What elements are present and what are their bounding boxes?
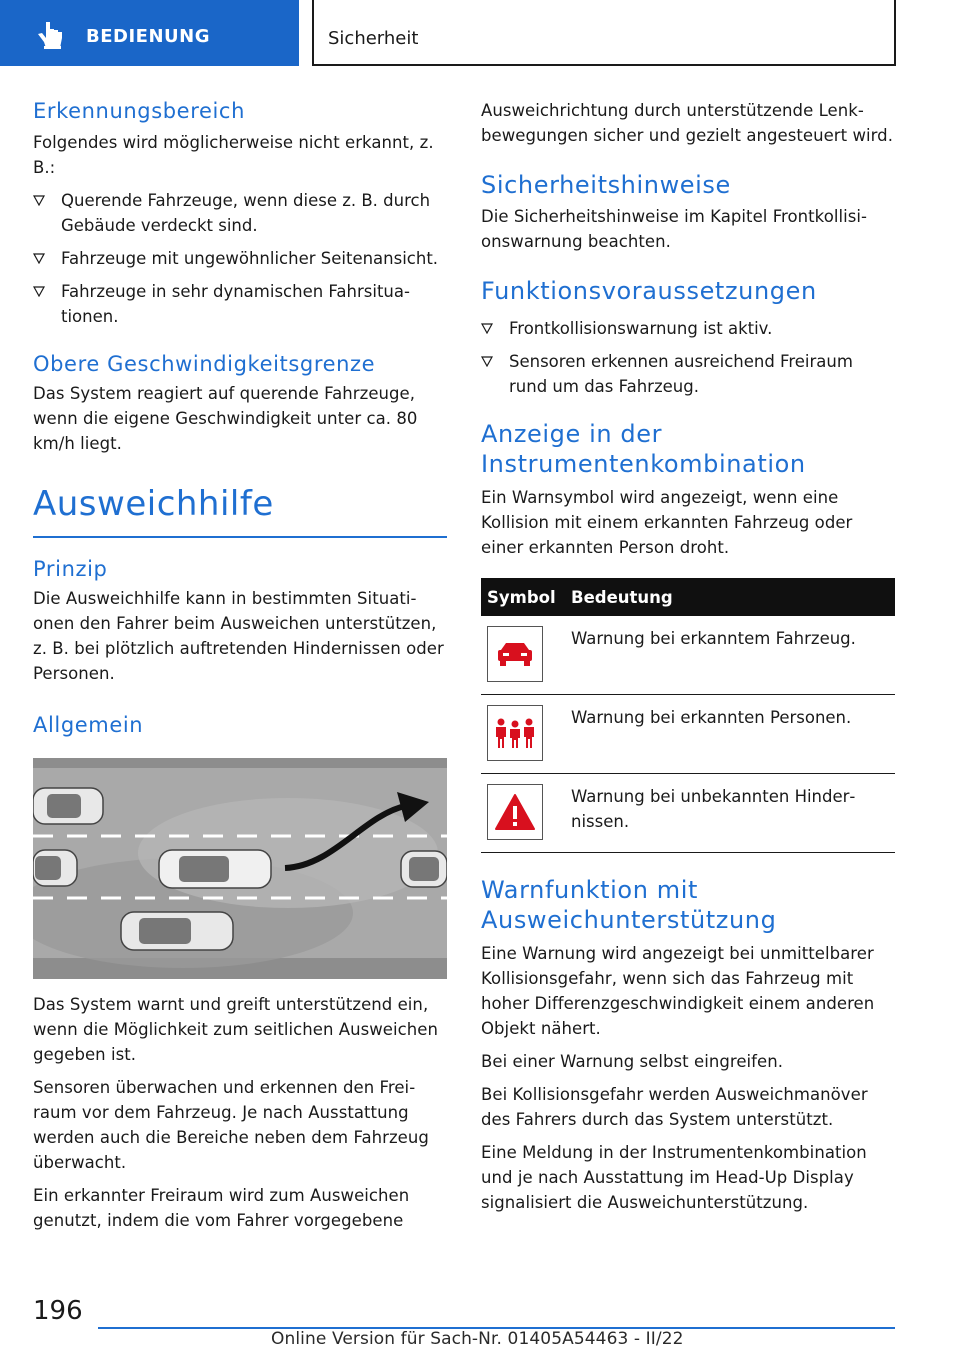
heading-rule — [33, 536, 447, 538]
car-icon — [33, 850, 77, 886]
list-item: Fahrzeuge mit ungewöhnlicher Seitenansicht. — [33, 246, 447, 271]
table-row — [481, 695, 895, 774]
heading-funktionsvoraussetzungen: Funktionsvoraussetzungen — [481, 277, 817, 305]
erkennung-list — [33, 188, 447, 329]
paragraph-anzeige: Ein Warnsymbol wird angezeigt, wenn eine Kollision mit einem erkannten Fahrzeug oder einer erkannten Person droht. — [481, 488, 853, 557]
hand-pointer-icon — [34, 20, 66, 50]
section-header — [312, 0, 896, 66]
paragraph-continuation: Ausweichrichtung durch unterstützende Lenkbewegungen sicher und gezielt angesteuert wird. — [481, 101, 893, 145]
paragraph-allgemein-3: Ein erkannter Freiraum wird zum Ausweichen genutzt, indem die vom Fahrer vorgegebene — [33, 1185, 410, 1230]
table-cell-bedeutung: Warnung bei unbekannten Hindernissen. — [571, 787, 856, 831]
paragraph-warn-3: Bei Kollisionsgefahr werden Ausweichmanöver des Fahrers durch das System unterstützt. — [481, 1085, 868, 1129]
table-row — [481, 774, 895, 853]
chapter-tab — [0, 0, 299, 66]
column-header-bedeutung: Bedeutung — [571, 587, 673, 607]
car-icon — [33, 788, 103, 824]
column-header-symbol: Symbol — [487, 587, 556, 607]
heading-allgemein: Allgemein — [33, 712, 144, 737]
list-item: Frontkollisionswarnung ist aktiv. — [481, 316, 895, 341]
list-item: Querende Fahrzeuge, wenn diese z. B. durch Gebäude verdeckt sind. — [33, 188, 447, 238]
left-column — [33, 96, 447, 1233]
paragraph-warn-1: Eine Warnung wird angezeigt bei unmittelbarer Kollisionsgefahr, wenn sich das Fahrzeug mit hoher Differenzgeschwindigkeit einem anderen Objekt nähert. — [481, 944, 875, 1038]
car-warning-icon — [487, 626, 543, 682]
section-label: Sicherheit — [328, 28, 419, 49]
triangle-bullet-icon — [33, 286, 45, 297]
car-icon — [159, 850, 271, 888]
list-item: Fahrzeuge in sehr dynamischen Fahrsituationen. — [33, 279, 447, 329]
page-number: 196 — [33, 1296, 83, 1326]
symbol-table — [481, 578, 895, 853]
table-cell-bedeutung: Warnung bei erkannten Personen. — [571, 708, 852, 727]
car-icon — [401, 851, 447, 887]
heading-ausweichhilfe: Ausweichhilfe — [33, 484, 274, 524]
heading-anzeige-line2: Instrumentenkombination — [481, 450, 806, 478]
triangle-bullet-icon — [33, 195, 45, 206]
heading-sicherheitshinweise: Sicherheitshinweise — [481, 171, 731, 199]
triangle-bullet-icon — [481, 323, 493, 334]
triangle-bullet-icon — [33, 253, 45, 264]
paragraph-obere: Das System reagiert auf querende Fahrzeuge, wenn die eigene Geschwindigkeit unter ca. 80 km/h liegt. — [33, 384, 418, 453]
paragraph-erkennungsbereich: Folgendes wird möglicherweise nicht erkannt, z. B.: — [33, 133, 434, 177]
funktion-list — [481, 316, 895, 399]
paragraph-warn-4: Eine Meldung in der Instrumentenkombination und je nach Ausstattung im Head-Up Display signalisiert die Ausweichunterstützung. — [481, 1143, 867, 1212]
evasion-illustration — [33, 758, 447, 979]
paragraph-sicherheit: Die Sicherheitshinweise im Kapitel Frontkollisionswarnung beachten. — [481, 207, 867, 251]
heading-warnfunktion-line2: Ausweichunterstützung — [481, 906, 777, 934]
paragraph-warn-2: Bei einer Warnung selbst eingreifen. — [481, 1052, 784, 1071]
car-icon — [121, 912, 233, 950]
paragraph-prinzip: Die Ausweichhilfe kann in bestimmten Situationen den Fahrer beim Ausweichen unterstützen, z. B. bei plötzlich auftretenden Hindernissen oder Personen. — [33, 588, 444, 683]
table-header — [481, 578, 895, 616]
table-row — [481, 616, 895, 695]
paragraph-allgemein-2: Sensoren überwachen und erkennen den Freiraum vor dem Fahrzeug. Je nach Ausstattung werden auch die Bereiche neben dem Fahrzeug überwacht. — [33, 1077, 429, 1172]
heading-warnfunktion-line1: Warnfunktion mit — [481, 876, 698, 904]
triangle-warning-icon — [487, 784, 543, 840]
heading-prinzip: Prinzip — [33, 556, 108, 581]
paragraph-allgemein-1: Das System warnt und greift unterstützend ein, wenn die Möglichkeit zum seitlichen Ausweichen gegeben ist. — [33, 994, 438, 1064]
triangle-bullet-icon — [481, 356, 493, 367]
heading-obere-geschwindigkeitsgrenze: Obere Geschwindigkeitsgrenze — [33, 352, 376, 376]
chapter-label: BEDIENUNG — [86, 26, 210, 47]
right-column — [481, 96, 895, 1215]
heading-erkennungsbereich: Erkennungsbereich — [33, 99, 245, 123]
list-item: Sensoren erkennen ausreichend Freiraum rund um das Fahrzeug. — [481, 349, 895, 399]
table-cell-bedeutung: Warnung bei erkanntem Fahrzeug. — [571, 629, 856, 648]
heading-anzeige-line1: Anzeige in der — [481, 420, 663, 448]
persons-warning-icon — [487, 705, 543, 761]
online-version-note: Online Version für Sach-Nr. 01405A54463 - II/22 — [271, 1329, 684, 1349]
